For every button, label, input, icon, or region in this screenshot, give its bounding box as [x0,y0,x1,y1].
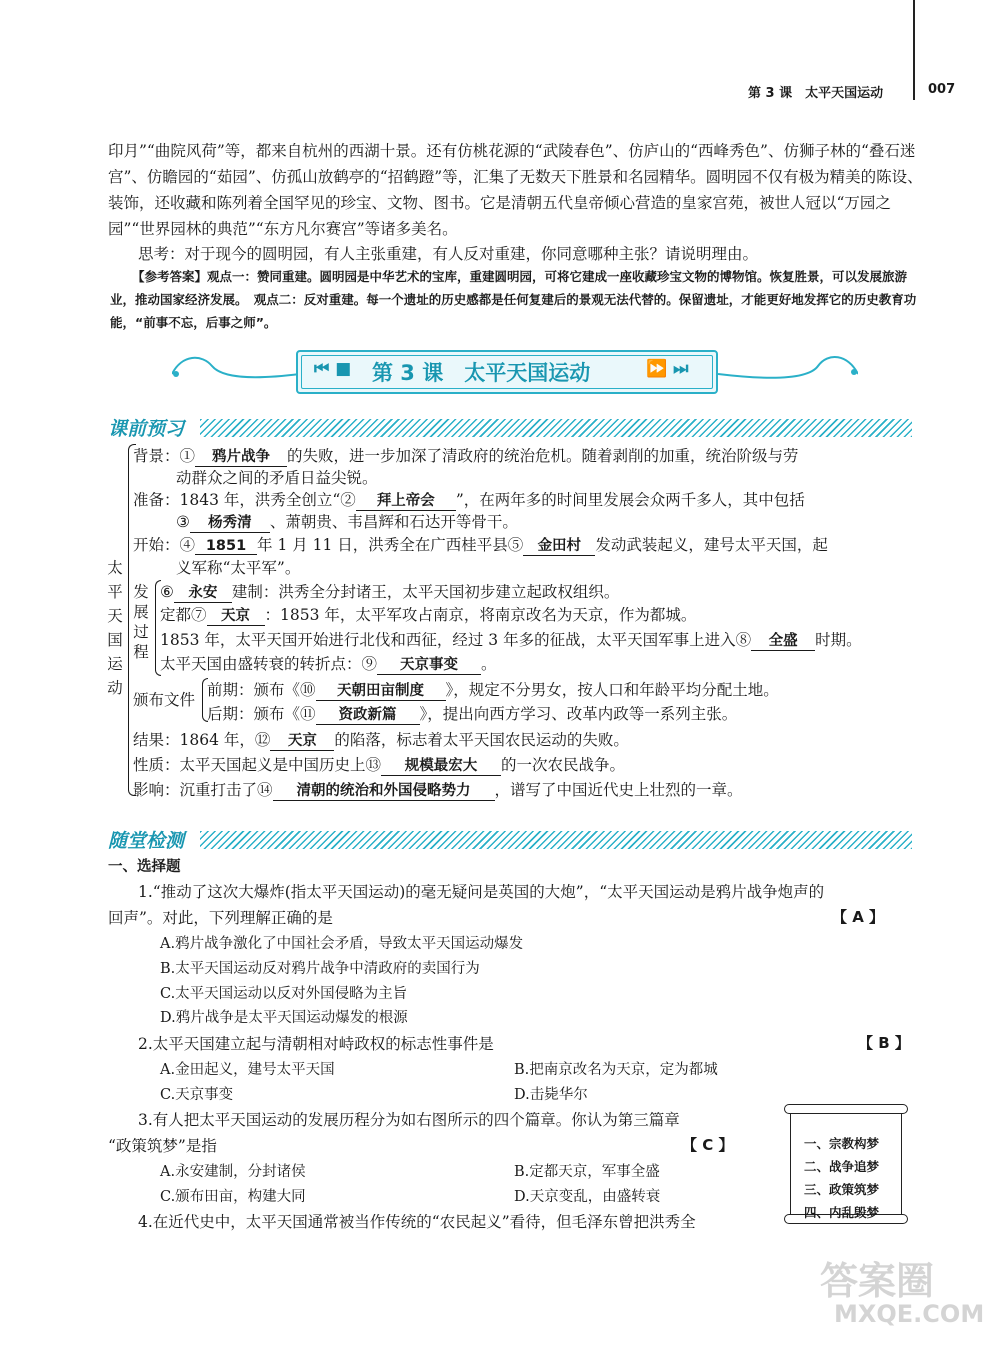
outline-docs-label: 颁布文件 [133,691,196,709]
banner-wave-left [172,344,300,384]
outline-background-line1: 背景：① 鸦片战争 的失败，进一步加深了清政府的统治危机。随着剥削的加重，统治阶级与劳 [133,447,799,465]
q1-answer-key: 【 A 】 [832,908,885,926]
outline-prepare-line2: ③ 杨秀清 、萧朝贵、韦昌辉和石达开等骨干。 [176,513,518,531]
answer-text: 【参考答案】观点一：赞同重建。圆明园是中华艺术的宝库，重建圆明园，可将它建成一座收藏珍宝文物的博物馆。恢复胜景，可以发展旅游业，推动国家经济发展。 观点二：反对重建。每一个遗址的历史感都是任何复建后的景观无法代替的。保留遗址，才能更好地发挥它的历史教育功能，“前事不忘，后事之师”。 [110,269,917,330]
q3-answer-key: 【 C 】 [682,1136,734,1154]
answer-blank-10: 天朝田亩制度 [316,679,446,701]
intro-text: 印月”“曲院风荷”等，都来自杭州的西湖十景。还有仿桃花源的“武陵春色”、仿庐山的“西峰秀色”、仿狮子林的“叠石迷宫”、仿瞻园的“茹园”、仿孤山放鹤亭的“招鹤蹬”等，汇集了无数天下胜景和名园精华。圆明园不仅有极为精美的陈设、装饰，还收藏和陈列着全国罕见的珍宝、文物、图书。它是清朝五代皇帝倾心营造的皇家宫苑，被世人冠以“万园之园”“世界园林的典范”“东方凡尔赛宫”等诸多美名。 [108,142,923,238]
scroll-item-3: 三、政策筑梦 [804,1182,880,1197]
outline-nature-line: 性质：太平天国起义是中国历史上⑬ 规模最宏大 的一次农民战争。 [133,756,626,774]
question-text: 思考：对于现今的圆明园，有人主张重建，有人反对重建，你同意哪种主张？请说明理由。 [138,245,759,263]
q3-option-d: D.天京变乱，由盛转衰 [514,1189,661,1205]
banner-left-icons: ⏮ ■ [314,359,352,379]
topic-char: 天 [107,607,123,625]
topic-char: 动 [107,679,123,697]
header-divider-line [913,0,915,100]
process-label-char: 程 [133,643,149,661]
topic-char: 国 [107,631,123,649]
outline-start-line2: 义军称“太平军”。 [176,559,301,577]
q3-option-a: A.永安建制，分封诸侯 [160,1164,306,1180]
answer-blank-12: 天京 [270,729,334,751]
answer-blank-7: 天京 [207,604,265,626]
topic-char: 太 [107,559,123,577]
page-number: 007 [928,82,956,97]
section-hatch-quiz [200,831,912,849]
q1-option-d: D.鸦片战争是太平天国运动爆发的根源 [160,1010,408,1026]
section-hatch-preview [200,419,912,437]
q1-option-a: A.鸦片战争激化了中国社会矛盾，导致太平天国运动爆发 [160,936,524,952]
section-title-preview: 课前预习 [108,418,185,440]
lesson-title: 第 3 课 太平天国运动 [372,361,591,385]
topic-char: 运 [107,655,123,673]
q3-stem-line1: 3.有人把太平天国运动的发展历程分为如右图所示的四个篇章。你认为第三篇章 [138,1111,680,1129]
q1-option-c: C.太平天国运动以反对外国侵略为主旨 [160,986,408,1002]
banner-wave-right [718,344,858,384]
outline-impact-line: 影响：沉重打击了⑭ 清朝的统治和外国侵略势力 ，谱写了中国近代史上壮烈的一章。 [133,781,743,799]
answer-blank-14: 清朝的统治和外国侵略势力 [273,779,495,801]
q3-stem-line2: “政策筑梦”是指 [108,1137,217,1155]
q1-option-b: B.太平天国运动反对鸦片战争中清政府的卖国行为 [160,961,480,977]
outline-start-line1: 开始：④ 1851 年 1 月 11 日，洪秀全在广西桂平县⑤ 金田村 发动武装起义，建号太平天国，起 [133,536,828,554]
q2-option-a: A.金田起义，建号太平天国 [160,1062,335,1078]
outline-background-line2: 动群众之间的矛盾日益尖锐。 [176,469,378,487]
q2-option-b: B.把南京改名为天京，定为都城 [514,1062,718,1078]
q2-answer-key: 【 B 】 [858,1034,910,1052]
q2-stem: 2.太平天国建立起与清朝相对峙政权的标志性事件是 [138,1035,494,1053]
process-label-char: 发 [133,583,149,601]
answer-blank-8: 全盛 [751,629,815,651]
answer-blank-9: 天京事变 [377,653,481,675]
outline-process-line3: 1853 年，太平天国开始进行北伐和西征，经过 3 年多的征战，太平天国军事上进入⑧ 全盛 时期。 [160,631,862,649]
watermark-url: MXQE.COM [834,1300,985,1328]
outline-process-line1: ⑥ 永安 建制：洪秀全分封诸王，太平天国初步建立起政权组织。 [160,583,620,601]
watermark-logo: 答案圈 [820,1259,935,1303]
outline-docs-line2: 后期：颁布《⑪ 资政新篇 》，提出向西方学习、改革内政等一系列主张。 [207,705,738,723]
answer-blank-13: 规模最宏大 [381,754,501,776]
scroll-item-2: 二、战争追梦 [804,1159,880,1174]
reference-answer [110,265,926,334]
answer-blank-4: 1851 [195,538,257,555]
intro-paragraph [108,138,928,242]
scroll-top-roll [784,1104,908,1114]
outline-docs-line1: 前期：颁布《⑩ 天朝田亩制度 》，规定不分男女，按人口和年龄平均分配土地。 [207,681,779,699]
section-title-quiz: 随堂检测 [108,830,185,852]
scroll-item-1: 一、宗教构梦 [804,1136,880,1151]
answer-blank-6: 永安 [174,581,232,603]
outline-prepare-line1: 准备：1843 年，洪秀全创立“② 拜上帝会 ”，在两年多的时间里发展会众两千多人，其中包括 [133,491,805,509]
quiz-section-label: 一、选择题 [108,859,181,875]
process-label-char: 展 [133,603,149,621]
q2-option-c: C.天京事变 [160,1087,234,1103]
q1-stem-line2: 回声”。对此，下列理解正确的是 [108,909,333,927]
q4-stem: 4.在近代史中，太平天国通常被当作传统的“农民起义”看待，但毛泽东曾把洪秀全 [138,1213,696,1231]
topic-char: 平 [107,583,123,601]
q3-option-b: B.定都天京，军事全盛 [514,1164,660,1180]
outline-result-line: 结果：1864 年，⑫ 天京 的陷落，标志着太平天国农民运动的失败。 [133,731,629,749]
banner-right-icons: ⏩ ⏭ [646,359,689,379]
answer-blank-2: 拜上帝会 [356,489,456,511]
answer-blank-11: 资政新篇 [316,703,420,725]
q1-stem-line1: 1.“推动了这次大爆炸(指太平天国运动)的毫无疑问是英国的大炮”，“太平天国运动是鸦片战争炮声的 [138,883,825,901]
answer-blank-3: 杨秀清 [190,511,270,533]
intro-question [138,241,928,267]
header-lesson: 第 3 课 太平天国运动 [748,86,884,101]
outline-process-line4: 太平天国由盛转衰的转折点：⑨ 天京事变 。 [160,655,497,673]
scroll-item-4: 四、内乱毁梦 [804,1205,880,1220]
q3-option-c: C.颁布田亩，构建大同 [160,1189,306,1205]
answer-blank-1: 鸦片战争 [195,445,287,467]
answer-blank-5: 金田村 [523,534,595,556]
q2-option-d: D.击毙华尔 [514,1087,588,1103]
process-label-char: 过 [133,623,149,641]
outline-process-line2: 定都⑦ 天京 ：1853 年，太平军攻占南京，将南京改名为天京，作为都城。 [160,606,697,624]
